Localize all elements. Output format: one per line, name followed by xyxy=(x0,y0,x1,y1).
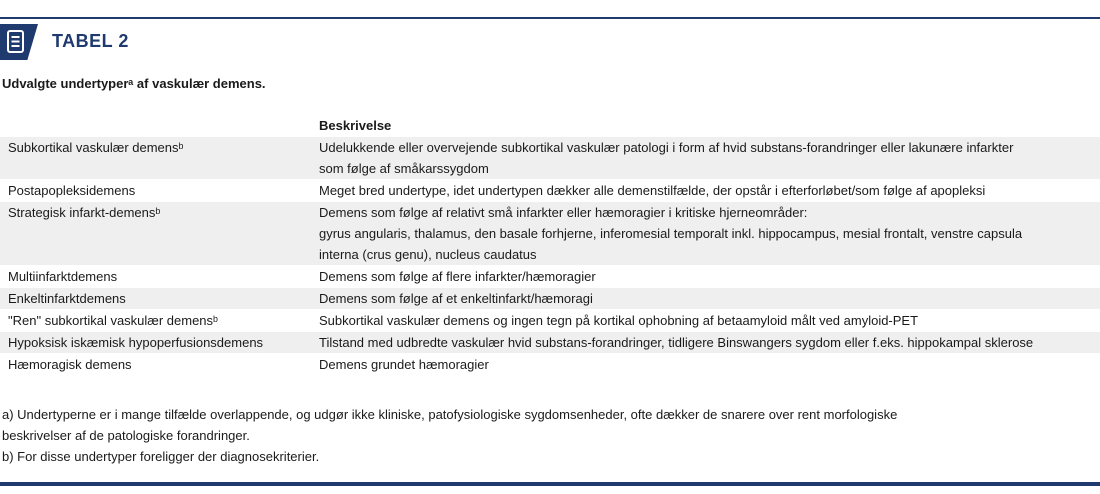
row-description: Demens grundet hæmoragier xyxy=(311,354,1100,376)
row-description: Meget bred undertype, idet undertypen dækker alle demenstilfælde, der opstår i efterforløbet/som følge af apopleksi xyxy=(311,180,1100,202)
column-header-description: Beskrivelse xyxy=(319,118,392,133)
table-row xyxy=(0,310,1100,332)
row-description: Udelukkende eller overvejende subkortikal vaskulær patologi i form af hvid substans-forandringer eller lakunære infarkter som følge af småkarssygdom xyxy=(311,137,1100,180)
table-row xyxy=(0,288,1100,310)
row-subtype-name: Enkeltinfarktdemens xyxy=(0,288,311,310)
table-title-bar xyxy=(0,24,400,60)
row-description: Demens som følge af et enkeltinfarkt/hæmoragi xyxy=(311,288,1100,310)
row-subtype-name: Multiinfarktdemens xyxy=(0,266,311,288)
table-row xyxy=(0,266,1100,288)
row-subtype-name: Hypoksisk iskæmisk hypoperfusionsdemens xyxy=(0,332,311,354)
table-row xyxy=(0,354,1100,376)
table-row xyxy=(0,202,1100,266)
document-list-icon xyxy=(0,24,38,60)
row-subtype-name: Strategisk infarkt-demensᵇ xyxy=(0,202,311,266)
subtypes-table xyxy=(0,115,1100,375)
row-subtype-name: Postapopleksidemens xyxy=(0,180,311,202)
row-subtype-name: Subkortikal vaskulær demensᵇ xyxy=(0,137,311,180)
table-header-row xyxy=(0,115,1100,137)
row-subtype-name: Hæmoragisk demens xyxy=(0,354,311,376)
footnote-b: b) For disse undertyper foreligger der diagnosekriterier. xyxy=(2,449,320,464)
row-subtype-name: "Ren" subkortikal vaskulær demensᵇ xyxy=(0,310,311,332)
table-row xyxy=(0,332,1100,354)
column-header-name xyxy=(0,115,311,137)
row-description: Demens som følge af flere infarkter/hæmoragier xyxy=(311,266,1100,288)
table-row xyxy=(0,180,1100,202)
row-description: Demens som følge af relativt små infarkter eller hæmoragier i kritiske hjerneområder: gyrus angularis, thalamus, den basale forhjerne, inferomesial temporalt inkl. hippocampus, mesial frontalt, venstre capsula interna (crus genu), nucleus caudatus xyxy=(311,202,1100,266)
row-description: Tilstand med udbredte vaskulær hvid substans-forandringer, tidligere Binswangers sygdom eller f.eks. hippokampal sklerose xyxy=(311,332,1100,354)
top-rule xyxy=(0,17,1100,19)
page-title: TABEL 2 xyxy=(52,31,129,51)
bottom-rule xyxy=(0,482,1100,486)
row-description: Subkortikal vaskulær demens og ingen tegn på kortikal ophobning af betaamyloid målt ved amyloid-PET xyxy=(311,310,1100,332)
footnotes xyxy=(2,404,1002,467)
footnote-a: a) Undertyperne er i mange tilfælde overlappende, og udgør ikke kliniske, patofysiologiske sygdomsenheder, ofte dækker de snarere over rent morfologiske beskrivelser af de patologiske forandringer. xyxy=(2,407,898,443)
table-row xyxy=(0,137,1100,180)
table-caption: Udvalgte undertyperᵃ af vaskulær demens. xyxy=(2,76,266,91)
